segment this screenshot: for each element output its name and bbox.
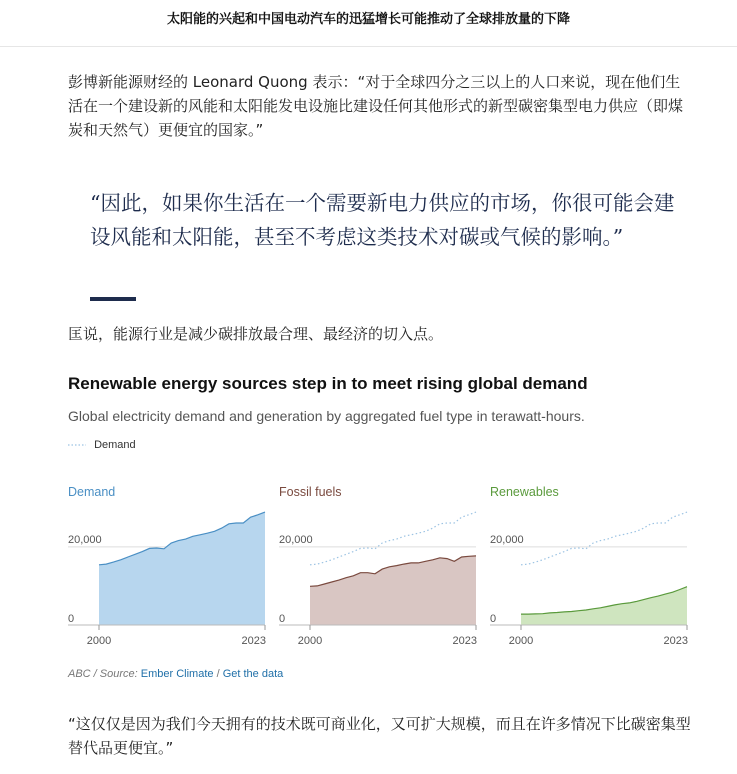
small-multiples-chart (0, 470, 737, 660)
page-title: 太阳能的兴起和中国电动汽车的迅猛增长可能推动了全球排放量的下降 (166, 12, 570, 27)
article-paragraph-3: “这仅仅是因为我们今天拥有的技术既可商业化，又可扩大规模，而且在许多情况下比碳密集型替代品更便宜。” (68, 715, 691, 757)
y-tick-label-2-1: 20,000 (490, 533, 524, 546)
dotted-line-icon (68, 442, 86, 448)
x-tick-label-0-0: 2000 (86, 635, 112, 647)
get-data-link[interactable]: Get the data (222, 668, 284, 680)
source-prefix: ABC / Source: (68, 668, 138, 680)
y-tick-label-0-0: 0 (68, 613, 75, 625)
header-bar (0, 0, 737, 47)
panel-title-2: Renewables (490, 485, 559, 499)
chart-source (68, 668, 283, 680)
panel-title-1: Fossil fuels (279, 485, 342, 499)
x-tick-label-1-1: 2023 (452, 635, 477, 647)
chart-title: Renewable energy sources step in to meet rising global demand (68, 374, 588, 393)
y-tick-label-2-0: 0 (490, 613, 497, 625)
y-tick-label-1-1: 20,000 (279, 533, 313, 546)
y-tick-label-0-1: 20,000 (68, 533, 102, 546)
pull-quote: “因此，如果你生活在一个需要新电力供应的市场，你很可能会建设风能和太阳能，甚至不考虑这类技术对碳或气候的影响。” (90, 191, 675, 249)
quote-rule (90, 297, 136, 301)
area-fill-2 (521, 587, 687, 625)
x-tick-label-2-1: 2023 (663, 635, 688, 647)
x-tick-label-0-1: 2023 (241, 635, 266, 647)
x-tick-label-1-0: 2000 (297, 635, 323, 647)
panel-title-0: Demand (68, 485, 116, 499)
chart-legend (68, 439, 136, 451)
article-paragraph-1: 彭博新能源财经的 Leonard Quong 表示：“对于全球四分之三以上的人口来说，现在他们生活在一个建设新的风能和太阳能发电设施比建设任何其他形式的新型碳密集型电力供应（即煤炭和天然气）更便宜的国家。” (68, 73, 684, 139)
article-paragraph-2: 匡说，能源行业是减少碳排放最合理、最经济的切入点。 (68, 325, 444, 343)
demand-dotted-line-2 (521, 512, 687, 565)
chart-subtitle: Global electricity demand and generation by aggregated fuel type in terawatt-hours. (68, 408, 585, 424)
demand-dotted-line-1 (310, 512, 476, 565)
source-link[interactable]: Ember Climate (140, 668, 214, 680)
area-fill-0 (99, 512, 265, 625)
source-separator: / (216, 668, 220, 680)
x-tick-label-2-0: 2000 (508, 635, 534, 647)
y-tick-label-1-0: 0 (279, 613, 286, 625)
legend-label-demand: Demand (94, 439, 136, 451)
